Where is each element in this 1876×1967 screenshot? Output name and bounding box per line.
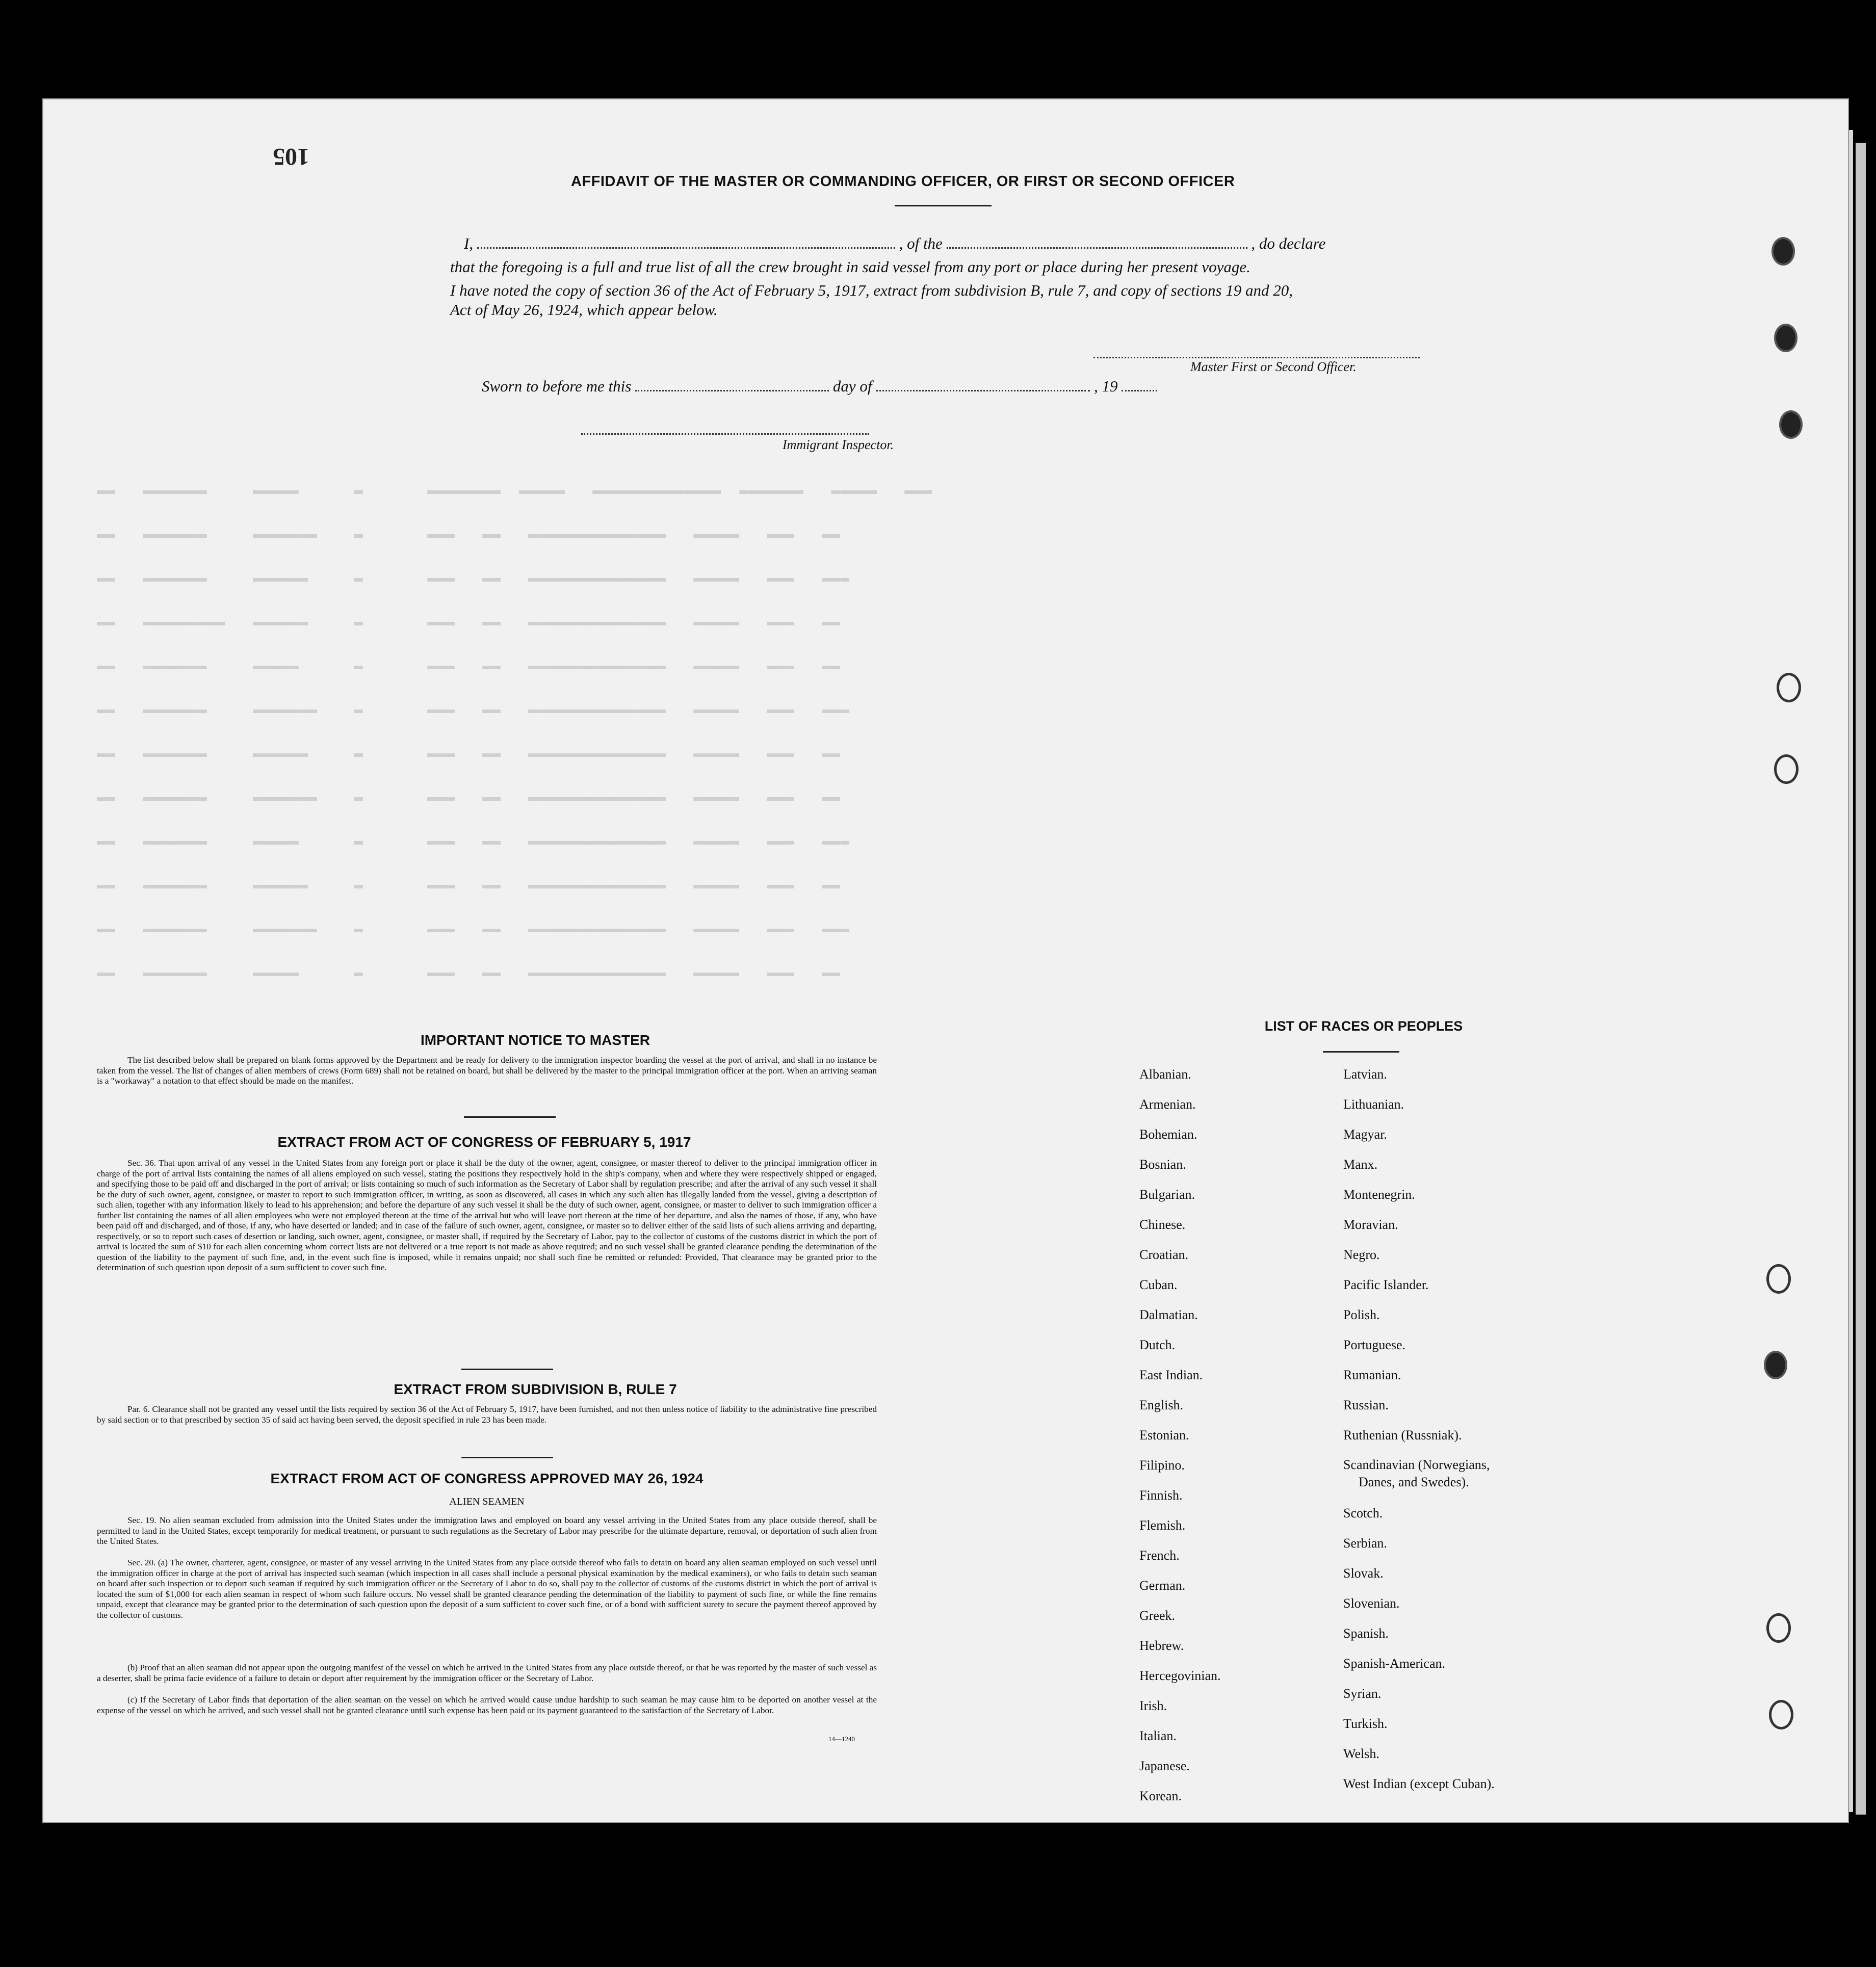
punch-hole [1774, 754, 1799, 784]
notice-title: IMPORTANT NOTICE TO MASTER [420, 1032, 650, 1048]
race-item: Portuguese. [1343, 1337, 1406, 1352]
race-item: Korean. [1139, 1789, 1182, 1803]
sworn-day-field[interactable] [635, 388, 829, 391]
races-right-column [1343, 1059, 1495, 1799]
section-20b-body: (b) Proof that an alien seaman did not appear upon the outgoing manifest of the vessel on which he arrived in the United States from any place outside thereof, or that he was reported by the master of such vessel as a deserter, shall be prima facie evidence of a failure to detain or deport after requirement by the immigration officer or the Secretary of Labor. [97, 1663, 877, 1683]
race-item: Polish. [1343, 1307, 1380, 1322]
race-item: Cuban. [1139, 1277, 1178, 1292]
race-item: French. [1139, 1548, 1180, 1563]
master-signature-label: Master First or Second Officer. [1190, 359, 1357, 374]
punch-hole [1779, 410, 1803, 439]
race-item: Welsh. [1343, 1746, 1379, 1761]
extract-1917-body: Sec. 36. That upon arrival of any vessel in the United States from any foreign port or place it shall be the duty of the owner, agent, consignee, or master thereof to deliver to the principal immigration officer in charge of the port of arrival lists containing the names of all aliens employed on such vessel, stating the positions they respectively hold in the ship's company, when and where they were respectively shipped or engaged, and specifying those to be paid off and discharged in the port of arrival; or lists containing so much of such information as the Secretary of Labor shall by regulation prescribe; and after the arrival of any such vessel it shall be the duty of such owner, agent, consignee, or master to report to such immigration officer, in writing, as soon as discovered, all cases in which any such alien has illegally landed from the vessel, giving a description of such alien, together with any information likely to lead to his apprehension; and before the departure of any such vessel it shall be the duty of such owner, agent, consignee, or master to deliver to such immigration officer a further list containing the names of all alien employees who were not employed thereon at the time of the arrival but who will leave port thereon at the time of her departure, and also the names of those, if any, who have been paid off and discharged, and of those, if any, who have deserted or landed; and in case of the failure of such owner, agent, consignee, or master so to deliver either of the said lists of such aliens arriving and departing, respectively, or so to report such cases of desertion or landing, such owner, agent, consignee, or master shall, if required by the Secretary of Labor, pay to the collector of customs of the customs district in which the port of arrival is located the sum of $10 for each alien concerning whom correct lists are not delivered or a true report is not made as above required; and no such vessel shall be granted clearance pending the determination of the question of the liability to the payment of such fine, and, in the event such fine is imposed, while it remains unpaid; nor shall such fine be remitted or refunded: Provided, That clearance may be granted prior to the determination of such question upon deposit of a sum sufficient to cover such fine. [97, 1158, 877, 1272]
extract-1917-title: EXTRACT FROM ACT OF CONGRESS OF FEBRUARY 5, 1917 [277, 1134, 691, 1150]
race-item: Magyar. [1343, 1127, 1387, 1142]
race-item: Hercegovinian. [1139, 1668, 1221, 1683]
divider [895, 205, 992, 206]
race-item: Negro. [1343, 1247, 1380, 1262]
race-item: Japanese. [1139, 1759, 1190, 1773]
race-item: Danes, and Swedes). [1359, 1475, 1469, 1489]
name-field[interactable] [477, 245, 895, 249]
race-item: Filipino. [1139, 1458, 1185, 1473]
sworn-year: , 19 [1093, 377, 1118, 395]
declaration-line-1 [464, 234, 1427, 253]
sworn-line [482, 377, 1157, 396]
race-item: West Indian (except Cuban). [1343, 1776, 1495, 1791]
section-20c-body: (c) If the Secretary of Labor finds that deportation of the alien seaman on the vessel on which he arrived would cause undue hardship to such seaman he may cause him to be deported on another vessel at the expense of the vessel on which he arrived, and such vessel shall not be granted clearance until such expense has been paid or its payment guaranteed to the satisfaction of the Secretary of Labor. [97, 1695, 877, 1715]
race-item: Serbian. [1343, 1536, 1387, 1551]
race-item: Manx. [1343, 1157, 1378, 1172]
race-item: Chinese. [1139, 1217, 1186, 1232]
race-item: Russian. [1343, 1398, 1389, 1412]
declaration-of-the: , of the [899, 234, 943, 252]
race-item: Scandinavian (Norwegians, [1343, 1457, 1490, 1472]
inspector-signature-line[interactable] [581, 433, 869, 435]
divider [461, 1457, 553, 1458]
races-left-column [1139, 1059, 1221, 1811]
declaration-end: , do declare [1251, 234, 1326, 252]
race-item: Slovak. [1343, 1566, 1384, 1581]
declaration-line-3: I have noted the copy of section 36 of the Act of February 5, 1917, extract from subdivision B, rule 7, and copy of sections 19 and 20, [450, 281, 1293, 299]
race-item: Syrian. [1343, 1686, 1382, 1701]
divider [1323, 1051, 1399, 1053]
race-item: Dutch. [1139, 1337, 1176, 1352]
race-item: Moravian. [1343, 1217, 1398, 1232]
extract-1924-title: EXTRACT FROM ACT OF CONGRESS APPROVED MAY 26, 1924 [270, 1471, 704, 1486]
sworn-year-field[interactable] [1122, 388, 1157, 391]
page-stamp-number: 105 [273, 143, 309, 170]
race-item: Armenian. [1139, 1097, 1196, 1112]
race-item: German. [1139, 1578, 1186, 1593]
punch-hole [1769, 1700, 1793, 1729]
race-item: Albanian. [1139, 1067, 1191, 1082]
race-item: Slovenian. [1343, 1596, 1400, 1611]
sworn-month-field[interactable] [876, 388, 1090, 391]
punch-hole [1771, 237, 1795, 266]
race-item: Greek. [1139, 1608, 1176, 1623]
notice-body: The list described below shall be prepared on blank forms approved by the Department and be ready for delivery to the immigration inspector boarding the vessel at the port of arrival, and shall in no instance be taken from the vessel. The list of changes of alien members of crews (Form 689) shall not be retained on board, but shall be delivered by the master to the principal immigration officer at the port. When an arriving seaman is a "workaway" a notation to that effect should be made on the manifest. [97, 1055, 877, 1086]
race-item: Rumanian. [1343, 1368, 1401, 1382]
race-item: East Indian. [1139, 1368, 1203, 1382]
paper-edge-back [1856, 143, 1866, 1815]
affidavit-title: AFFIDAVIT OF THE MASTER OR COMMANDING OFFICER, OR FIRST OR SECOND OFFICER [571, 173, 1235, 190]
subdivision-b-body: Par. 6. Clearance shall not be granted any vessel until the lists required by section 36 of the Act of February 5, 1917, have been furnished, and not then unless notice of liability to the administrative fine prescribed by said section or to that prescribed by section 35 of said act having been served, the deposit specified in rule 23 has been made. [97, 1404, 877, 1425]
race-item: Ruthenian (Russniak). [1343, 1428, 1462, 1443]
race-item: Spanish. [1343, 1626, 1389, 1641]
sworn-start: Sworn to before me this [482, 377, 632, 395]
race-item: Italian. [1139, 1728, 1177, 1743]
punch-hole [1766, 1613, 1791, 1643]
section-19-body: Sec. 19. No alien seaman excluded from admission into the United States under the immigration laws and employed on board any vessel arriving in the United States from any place outside thereof, shall be permitted to land in the United States, except temporarily for medical treatment, or pursuant to such regulations as the Secretary of Labor may prescribe for the ultimate departure, removal, or deportation of such alien from the United States. [97, 1515, 877, 1546]
alien-seamen-subtitle: ALIEN SEAMEN [449, 1496, 525, 1507]
declaration-line-2: that the foregoing is a full and true list of all the crew brought in said vessel from any port or place during her present voyage. [450, 258, 1250, 276]
race-item: Estonian. [1139, 1428, 1189, 1443]
section-20a-body: Sec. 20. (a) The owner, charterer, agent, consignee, or master of any vessel arriving in the United States from any place outside thereof who fails to detain on board any alien seaman employed on such vessel until the immigration officer in charge at the port of arrival has inspected such seaman (which inspection in all cases shall include a personal physical examination by the medical examiners), or who fails to detain such seaman on board after such inspection or to deport such seaman if required by such immigration officer or the Secretary of Labor to do so, shall pay to the collector of customs of the customs district in which the port of arrival is located the sum of $1,000 for each alien seaman in respect of whom such failure occurs. No vessel shall be granted clearance pending the determination of the liability to payment of such fine, or while the fine remains unpaid, except that clearance may be granted prior to the determination of such question upon the deposit of a sum sufficient to cover such fine, or of a bond with sufficient surety to secure the payment thereof approved by the collector of customs. [97, 1558, 877, 1620]
divider [461, 1369, 553, 1370]
punch-hole [1774, 324, 1797, 352]
race-item: Bulgarian. [1139, 1187, 1195, 1202]
race-item: Lithuanian. [1343, 1097, 1404, 1112]
master-signature-line[interactable] [1093, 357, 1420, 358]
race-item: Dalmatian. [1139, 1307, 1198, 1322]
race-item: Bohemian. [1139, 1127, 1197, 1142]
race-item: Montenegrin. [1343, 1187, 1415, 1202]
race-item: Pacific Islander. [1343, 1277, 1429, 1292]
declaration-line-4: Act of May 26, 1924, which appear below. [450, 301, 718, 319]
subdivision-b-title: EXTRACT FROM SUBDIVISION B, RULE 7 [394, 1381, 677, 1397]
punch-hole [1766, 1264, 1791, 1294]
race-item: Finnish. [1139, 1488, 1183, 1503]
race-item: Croatian. [1139, 1247, 1189, 1262]
races-title: LIST OF RACES OR PEOPLES [1264, 1018, 1463, 1034]
race-item: Flemish. [1139, 1518, 1186, 1533]
form-number: 14—1240 [828, 1735, 855, 1743]
race-item: Scotch. [1343, 1506, 1383, 1520]
punch-hole [1764, 1351, 1787, 1379]
sworn-day-of: day of [832, 377, 872, 395]
race-item: Turkish. [1343, 1716, 1388, 1731]
punch-hole [1777, 673, 1801, 702]
bleed-through-crew-list: ▬▬ ▬▬▬▬▬▬▬ ▬▬▬▬▬ ▬ ▬▬▬▬▬▬▬▬ ▬▬▬▬▬ ▬▬▬▬▬▬▬▬▬▬▬▬▬▬ ▬▬▬▬▬▬▬ ▬▬▬▬▬ ▬▬▬ ▬▬ ▬▬▬▬▬▬▬ ▬▬▬▬▬▬▬ ▬ ▬▬▬ ▬▬ ▬▬▬▬▬▬▬▬▬▬▬▬▬▬▬ ▬▬▬▬▬ ▬▬▬ ▬▬ ▬▬ ▬▬▬▬▬▬▬ ▬▬▬▬▬▬ ▬ ▬▬▬ ▬▬ ▬▬▬▬▬▬▬▬▬▬▬▬▬▬▬ ▬▬▬▬▬ ▬▬▬ ▬▬▬ ▬▬ ▬▬▬▬▬▬▬▬▬ ▬▬▬▬▬▬ ▬ ▬▬▬ ▬▬ ▬▬▬▬▬▬▬▬▬▬▬▬▬▬▬ ▬▬▬▬▬ ▬▬▬ ▬▬ ▬▬ ▬▬▬▬▬▬▬ ▬▬▬▬▬ ▬ ▬▬▬ ▬▬ ▬▬▬▬▬▬▬▬▬▬▬▬▬▬▬ ▬▬▬▬▬ ▬▬▬ ▬▬ ▬▬ ▬▬▬▬▬▬▬ ▬▬▬▬▬▬▬ ▬ ▬▬▬ ▬▬ ▬▬▬▬▬▬▬▬▬▬▬▬▬▬▬ ▬▬▬▬▬ ▬▬▬ ▬▬▬ ▬▬ ▬▬▬▬▬▬▬ ▬▬▬▬▬▬ ▬ ▬▬▬ ▬▬ ▬▬▬▬▬▬▬▬▬▬▬▬▬▬▬ ▬▬▬▬▬ ▬▬▬ ▬▬ ▬▬ ▬▬▬▬▬▬▬ ▬▬▬▬▬▬▬ ▬ ▬▬▬ ▬▬ ▬▬▬▬▬▬▬▬▬▬▬▬▬▬▬ ▬▬▬▬▬ ▬▬▬ ▬▬ ▬▬ ▬▬▬▬▬▬▬ ▬▬▬▬▬ ▬ ▬▬▬ ▬▬ ▬▬▬▬▬▬▬▬▬▬▬▬▬▬▬ ▬▬▬▬▬ ▬▬▬ ▬▬▬ ▬▬ ▬▬▬▬▬▬▬ ▬▬▬▬▬▬ ▬ ▬▬▬ ▬▬ ▬▬▬▬▬▬▬▬▬▬▬▬▬▬▬ ▬▬▬▬▬ ▬▬▬ ▬▬ ▬▬ ▬▬▬▬▬▬▬ ▬▬▬▬▬▬▬ ▬ ▬▬▬ ▬▬ ▬▬▬▬▬▬▬▬▬▬▬▬▬▬▬ ▬▬▬▬▬ ▬▬▬ ▬▬▬ ▬▬ ▬▬▬▬▬▬▬ ▬▬▬▬▬ ▬ ▬▬▬ ▬▬ ▬▬▬▬▬▬▬▬▬▬▬▬▬▬▬ ▬▬▬▬▬ ▬▬▬ ▬▬ [97, 482, 932, 982]
race-item: Hebrew. [1139, 1638, 1184, 1653]
inspector-signature-label: Immigrant Inspector. [783, 437, 894, 452]
vessel-field[interactable] [947, 245, 1247, 249]
race-item: Bosnian. [1139, 1157, 1186, 1172]
race-item: Irish. [1139, 1698, 1167, 1713]
declaration-start: I, [464, 234, 474, 252]
divider [464, 1116, 556, 1118]
race-item: Spanish-American. [1343, 1656, 1446, 1671]
race-item: English. [1139, 1398, 1183, 1412]
race-item: Latvian. [1343, 1067, 1387, 1082]
